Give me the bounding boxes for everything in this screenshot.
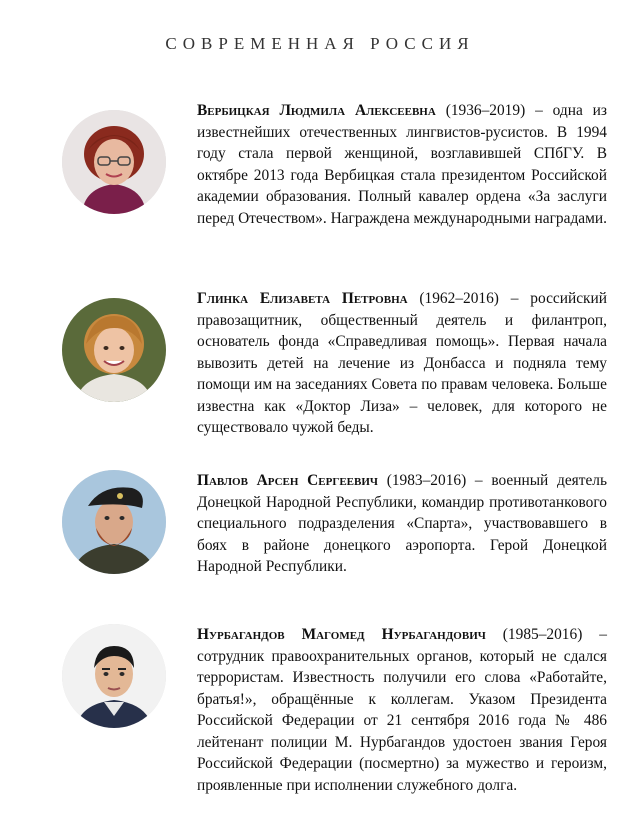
biography-description: (1983–2016) – военный деятель Донецкой Народной Республики, командир противотанкового специального подразделения «Спарта», участвовавшего в боях в районе донецкого аэропорта. Герой Донецкой Народной Республики. bbox=[197, 472, 607, 575]
person-name: Павлов Арсен Сергеевич bbox=[197, 472, 378, 489]
portrait-woman-icon bbox=[62, 298, 166, 402]
biography-text bbox=[197, 470, 607, 578]
person-name: Вербицкая Людмила Алексеевна bbox=[197, 102, 436, 119]
biography-text bbox=[197, 288, 607, 439]
page-title: СОВРЕМЕННАЯ РОССИЯ bbox=[165, 34, 475, 53]
portrait-photo bbox=[62, 110, 166, 214]
portrait-man-uniform-icon bbox=[62, 624, 166, 728]
biography-description: (1936–2019) – одна из известнейших отечественных лингвистов-русистов. В 1994 году стала первой женщиной, возглавившей СПбГУ. В октябре 2013 года Вербицкая стала президентом Российской академии образования. Полный кавалер ордена «За заслуги перед Отечеством». Награждена международными наградами. bbox=[197, 102, 607, 227]
person-name: Нурбагандов Магомед Нурбагандович bbox=[197, 626, 486, 643]
biography-description: (1985–2016) – сотрудник правоохранительных органов, который не сдался террористам. Известность получили его слова «Работайте, братья!», обращённые к коллегам. Указом Президента Российской Федерации от 21 сентября 2016 года № 486 лейтенант полиции М. Нурбагандов удостоен звания Героя Российской Федерации (посмертно) за мужество и героизм, проявленные при исполнении служебного долга. bbox=[197, 626, 607, 794]
biography-text bbox=[197, 100, 607, 229]
person-name: Глинка Елизавета Петровна bbox=[197, 290, 408, 307]
portrait-photo bbox=[62, 298, 166, 402]
portrait-photo bbox=[62, 470, 166, 574]
portrait-man-beret-icon bbox=[62, 470, 166, 574]
biography-description: (1962–2016) – российский правозащитник, общественный деятель и филантроп, основатель фонда «Справедливая помощь». Первая начала вывозить детей на лечение из Донбасса и подняла тему помощи им на заседаниях Совета по правам человека. Больше известна как «Доктор Лиза» – человек, для которого не существовало чужой беды. bbox=[197, 290, 607, 436]
biography-text bbox=[197, 624, 607, 796]
portrait-woman-glasses-icon bbox=[62, 110, 166, 214]
portrait-photo bbox=[62, 624, 166, 728]
